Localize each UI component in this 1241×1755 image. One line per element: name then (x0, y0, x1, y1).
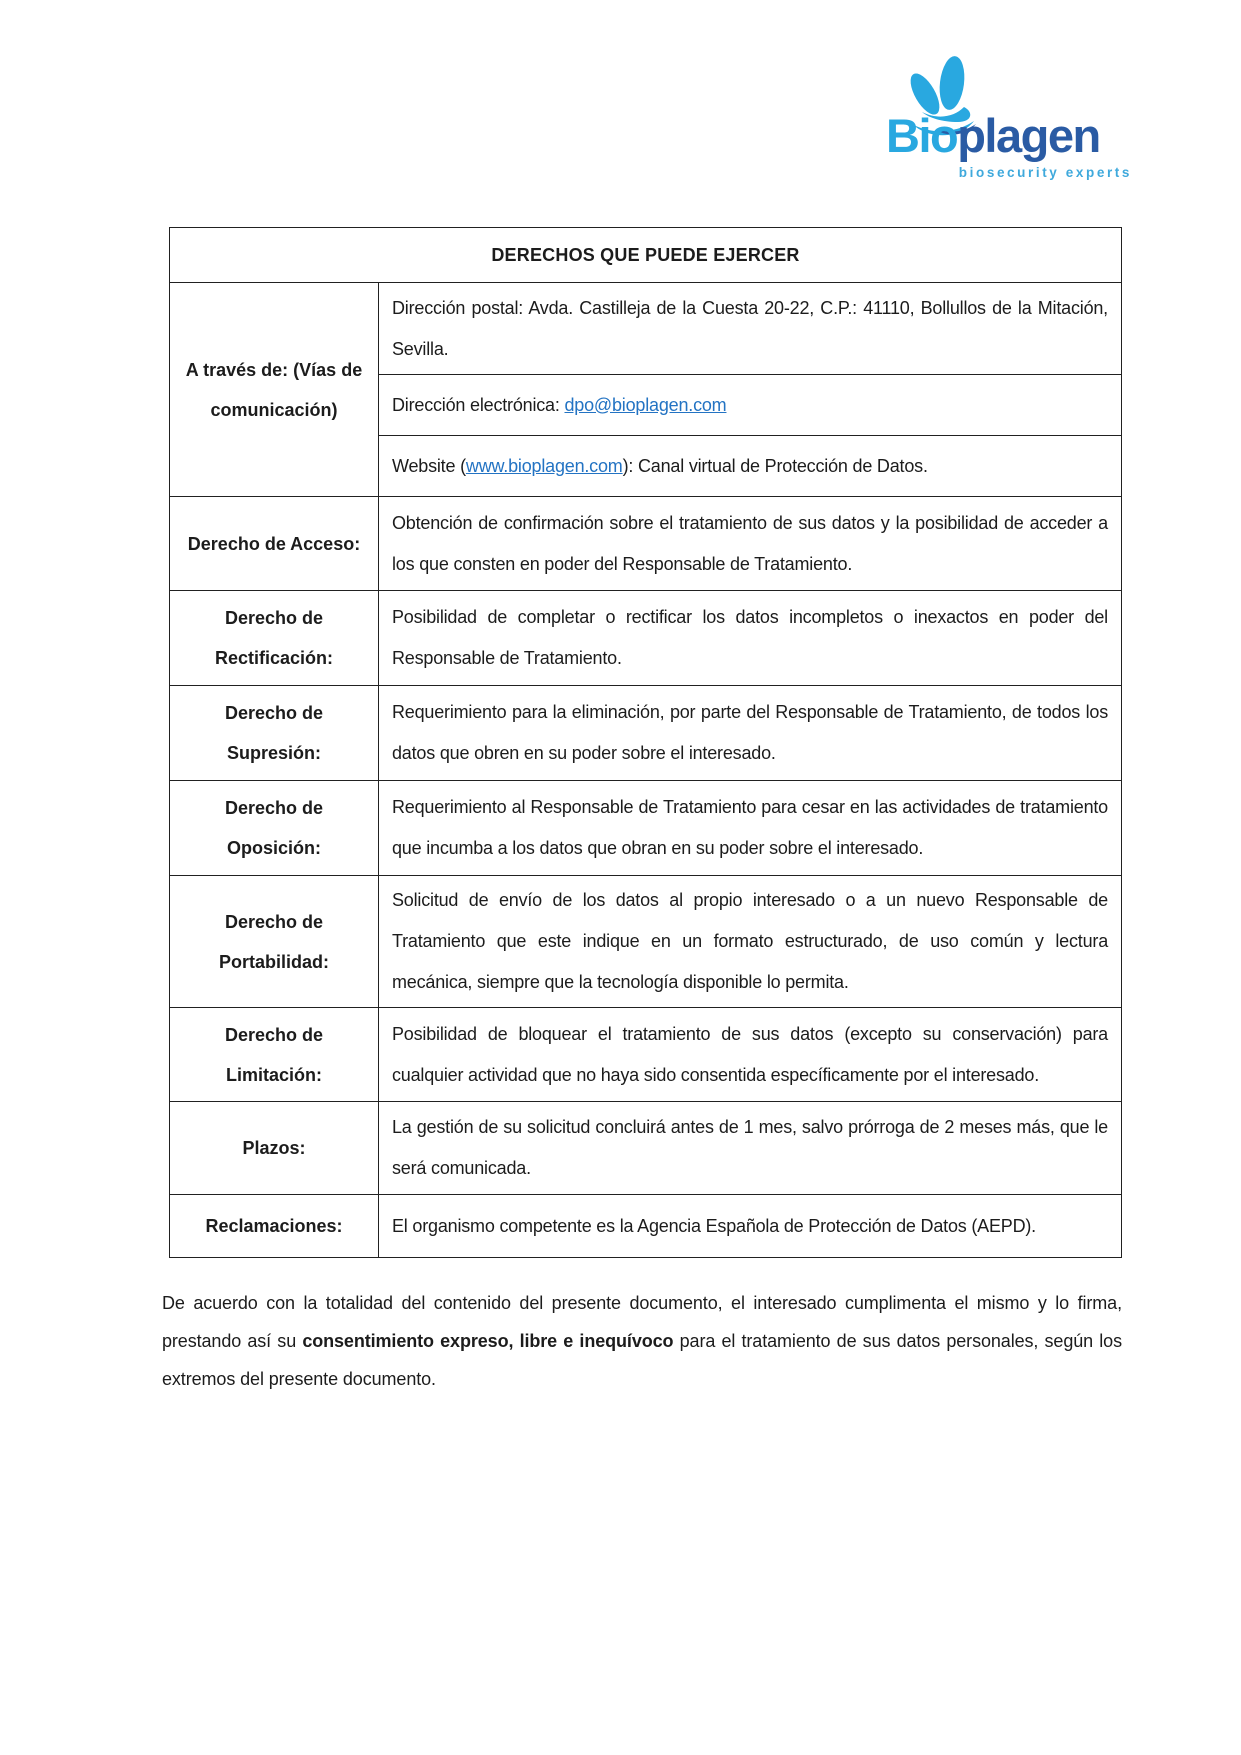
rights-table (169, 227, 1122, 1258)
row-text-reclamaciones: El organismo competente es la Agencia Española de Protección de Datos (AEPD). (379, 1195, 1122, 1258)
table-row (170, 1102, 1122, 1195)
postal-address-text: Dirección postal: Avda. Castilleja de la Cuesta 20-22, C.P.: 41110, Bollullos de la Mitación, Sevilla. (392, 297, 1108, 359)
row-label-acceso: Derecho de Acceso: (170, 497, 379, 591)
row-text-website (379, 436, 1122, 497)
logo-text-plagen: plagen (957, 109, 1100, 162)
row-text-email (379, 375, 1122, 436)
row-label-limitacion: Derecho de Limitación: (170, 1008, 379, 1102)
row-text-rectificacion: Posibilidad de completar o rectificar los datos incompletos o inexactos en poder del Responsable de Tratamiento. (379, 591, 1122, 686)
website-label-pre: Website ( (392, 455, 466, 476)
row-label-rectificacion: Derecho de Rectificación: (170, 591, 379, 686)
table-row (170, 497, 1122, 591)
row-label-plazos: Plazos: (170, 1102, 379, 1195)
website-link[interactable]: www.bioplagen.com (465, 455, 623, 476)
row-text-limitacion: Posibilidad de bloquear el tratamiento de sus datos (excepto su conservación) para cualquier actividad que no haya sido consentida específicamente por el interesado. (379, 1008, 1122, 1102)
row-text-acceso: Obtención de confirmación sobre el tratamiento de sus datos y la posibilidad de acceder a los que consten en poder del Responsable de Tratamiento. (379, 497, 1122, 591)
closing-text-bold: consentimiento expreso, libre e inequívoco (302, 1331, 674, 1351)
logo-wordmark (886, 110, 1132, 162)
table-row (170, 591, 1122, 686)
logo-text-bio: Bio (886, 109, 958, 162)
website-label-post: ): Canal virtual de Protección de Datos. (622, 455, 928, 476)
logo-tagline: biosecurity experts (958, 164, 1132, 180)
email-label: Dirección electrónica: (392, 394, 565, 415)
table-row (170, 1195, 1122, 1258)
row-text-portabilidad: Solicitud de envío de los datos al propio interesado o a un nuevo Responsable de Tratamiento que este indique en un formato estructurado, de uso común y lectura mecánica, siempre que la tecnología disponible lo permita. (379, 876, 1122, 1008)
row-label-reclamaciones: Reclamaciones: (170, 1195, 379, 1258)
table-row (170, 876, 1122, 1008)
row-label-vias: A través de: (Vías de comunicación) (170, 283, 379, 497)
table-row (170, 283, 1122, 375)
row-text-postal (379, 283, 1122, 375)
table-row (170, 686, 1122, 781)
row-text-supresion: Requerimiento para la eliminación, por parte del Responsable de Tratamiento, de todos los datos que obren en su poder sobre el interesado. (379, 686, 1122, 781)
table-row (170, 781, 1122, 876)
row-label-oposicion: Derecho de Oposición: (170, 781, 379, 876)
closing-text-pre: De acuerdo con la totalidad del contenido del presente documento, el interesado cumplimenta el mismo y lo firma, prestando así su (162, 1293, 1122, 1351)
table-header-row (170, 228, 1122, 283)
row-text-oposicion: Requerimiento al Responsable de Tratamiento para cesar en las actividades de tratamiento que incumba a los datos que obran en su poder sobre el interesado. (379, 781, 1122, 876)
row-text-plazos: La gestión de su solicitud concluirá antes de 1 mes, salvo prórroga de 2 meses más, que le será comunicada. (379, 1102, 1122, 1195)
row-label-supresion: Derecho de Supresión: (170, 686, 379, 781)
closing-text-post: para el tratamiento de sus datos personales, según los extremos del presente documento. (162, 1331, 1122, 1389)
table-title: DERECHOS QUE PUEDE EJERCER (170, 228, 1122, 283)
row-label-portabilidad: Derecho de Portabilidad: (170, 876, 379, 1008)
closing-paragraph (162, 1284, 1122, 1398)
bioplagen-logo (886, 50, 1132, 180)
table-row (170, 1008, 1122, 1102)
email-link[interactable]: dpo@bioplagen.com (564, 394, 727, 415)
